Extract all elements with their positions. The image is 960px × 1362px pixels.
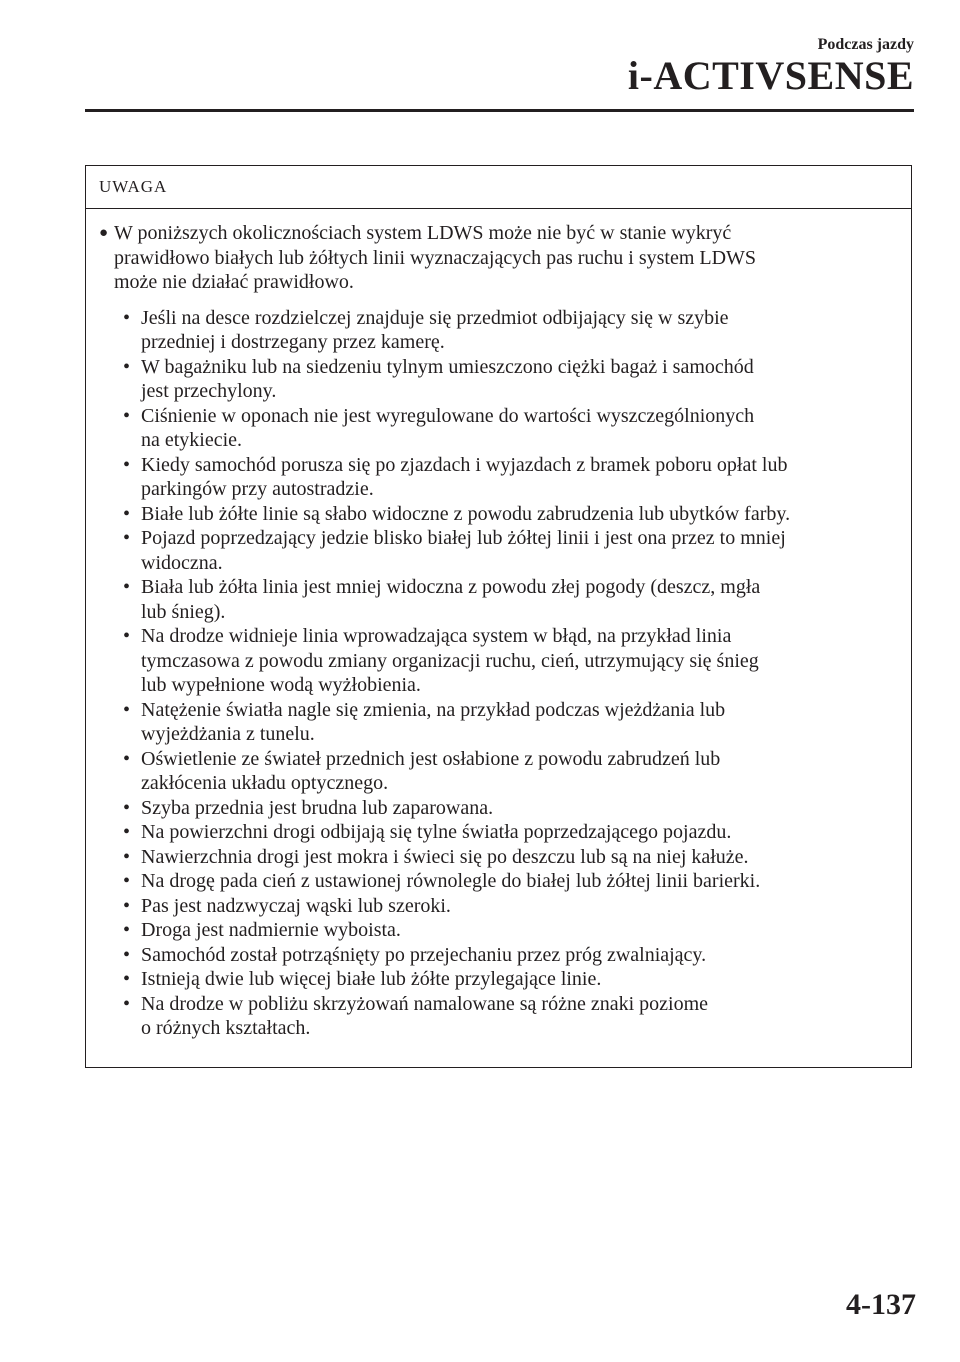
list-item-line: na etykiecie. xyxy=(141,429,243,451)
bullet-icon: • xyxy=(123,919,131,941)
bullet-icon: • xyxy=(123,821,131,843)
list-item-line: Droga jest nadmiernie wyboista. xyxy=(141,919,401,941)
list-item xyxy=(99,796,903,821)
list-item xyxy=(99,845,903,870)
bullet-icon: • xyxy=(123,943,131,966)
list-item xyxy=(99,967,903,992)
bullet-icon: • xyxy=(123,796,131,819)
bullet-icon: • xyxy=(123,306,131,329)
chapter-title: i-ACTIVSENSE xyxy=(627,53,914,98)
list-item-line: Pojazd poprzedzający jedzie blisko białej lub żółtej linii i jest ona przez to mniej xyxy=(141,527,786,549)
list-item-line: Istnieją dwie lub więcej białe lub żółte przylegające linie. xyxy=(141,968,602,990)
list-item-line: Nawierzchnia drogi jest mokra i świeci się po deszczu lub są na niej kałuże. xyxy=(141,845,749,868)
list-item-line: parkingów przy autostradzie. xyxy=(141,478,374,500)
bullet-icon: ● xyxy=(99,225,109,241)
header-rule xyxy=(85,109,914,112)
list-item-line: Pas jest nadzwyczaj wąski lub szeroki. xyxy=(141,894,451,917)
list-item xyxy=(99,869,903,894)
list-item-line: Szyba przednia jest brudna lub zaparowana. xyxy=(141,796,494,819)
bullet-icon: • xyxy=(123,625,131,647)
list-item-line: Na powierzchni drogi odbijają się tylne światła poprzedzającego pojazdu. xyxy=(141,821,732,843)
main-line: prawidłowo białych lub żółtych linii wyznaczających pas ruchu i system LDWS xyxy=(114,246,757,269)
list-item xyxy=(99,355,903,404)
list-item xyxy=(99,526,903,575)
bullet-icon: • xyxy=(123,502,131,525)
list-item xyxy=(99,624,903,698)
list-item-line: Samochód został potrząśnięty po przejechaniu przez próg zwalniający. xyxy=(141,943,707,966)
bullet-icon: • xyxy=(123,870,131,892)
caution-body xyxy=(86,209,911,1041)
list-item-line: Biała lub żółta linia jest mniej widoczna z powodu złej pogody (deszcz, mgła xyxy=(141,576,761,598)
caution-title: UWAGA xyxy=(86,166,911,209)
bullet-icon: • xyxy=(123,968,131,990)
list-item xyxy=(99,747,903,796)
caution-main-item xyxy=(99,221,903,295)
bullet-icon: • xyxy=(123,527,131,549)
list-item xyxy=(99,820,903,845)
list-item-line: W bagażniku lub na siedzeniu tylnym umieszczono ciężki bagaż i samochód xyxy=(141,355,754,378)
list-item-line: Na drodze w pobliżu skrzyżowań namalowane są różne znaki poziome xyxy=(141,992,709,1015)
bullet-icon: • xyxy=(123,576,131,598)
list-item-line: o różnych kształtach. xyxy=(141,1017,311,1039)
list-item xyxy=(99,575,903,624)
caution-box xyxy=(85,165,912,1068)
list-item-line: Jeśli na desce rozdzielczej znajduje się przedmiot odbijający się w szybie xyxy=(141,306,729,329)
bullet-icon: • xyxy=(123,992,131,1015)
list-item xyxy=(99,502,903,527)
bullet-icon: • xyxy=(123,747,131,770)
bullet-icon: • xyxy=(123,355,131,378)
bullet-icon: • xyxy=(123,698,131,721)
list-item-line: Kiedy samochód porusza się po zjazdach i wyjazdach z bramek poboru opłat lub xyxy=(141,453,788,476)
list-item xyxy=(99,992,903,1041)
list-item xyxy=(99,943,903,968)
list-item xyxy=(99,894,903,919)
bullet-icon: • xyxy=(123,404,131,427)
list-item-line: Ciśnienie w oponach nie jest wyregulowane do wartości wyszczególnionych xyxy=(141,404,755,427)
list-item-line: tymczasowa z powodu zmiany organizacji ruchu, cień, utrzymujący się śnieg xyxy=(141,649,759,672)
bullet-icon: • xyxy=(123,845,131,868)
list-item-line: Białe lub żółte linie są słabo widoczne z powodu zabrudzenia lub ubytków farby. xyxy=(141,502,791,525)
list-item xyxy=(99,306,903,355)
list-item xyxy=(99,453,903,502)
list-item xyxy=(99,404,903,453)
list-item-line: Natężenie światła nagle się zmienia, na przykład podczas wjeżdżania lub xyxy=(141,698,726,721)
list-item xyxy=(99,918,903,943)
list-item-line: lub wypełnione wodą wyżłobienia. xyxy=(141,674,421,696)
list-item-line: zakłócenia układu optycznego. xyxy=(141,772,389,794)
main-line: może nie działać prawidłowo. xyxy=(114,271,354,293)
main-line: W poniższych okolicznościach system LDWS może nie być w stanie wykryć xyxy=(114,222,732,244)
list-item-line: Na drogę pada cień z ustawionej równolegle do białej lub żółtej linii barierki. xyxy=(141,870,761,892)
list-item xyxy=(99,698,903,747)
bullet-icon: • xyxy=(123,894,131,917)
condition-list xyxy=(99,306,903,1041)
list-item-line: jest przechylony. xyxy=(141,380,277,402)
list-item-line: Oświetlenie ze świateł przednich jest osłabione z powodu zabrudzeń lub xyxy=(141,747,721,770)
list-item-line: wyjeżdżania z tunelu. xyxy=(141,723,315,745)
list-item-line: lub śnieg). xyxy=(141,600,226,623)
page-number: 4-137 xyxy=(846,1288,916,1321)
list-item-line: Na drodze widnieje linia wprowadzająca system w błąd, na przykład linia xyxy=(141,625,732,647)
list-item-line: widoczna. xyxy=(141,551,223,574)
bullet-icon: • xyxy=(123,453,131,476)
list-item-line: przedniej i dostrzegany przez kamerę. xyxy=(141,331,445,353)
section-label: Podczas jazdy xyxy=(817,36,914,53)
